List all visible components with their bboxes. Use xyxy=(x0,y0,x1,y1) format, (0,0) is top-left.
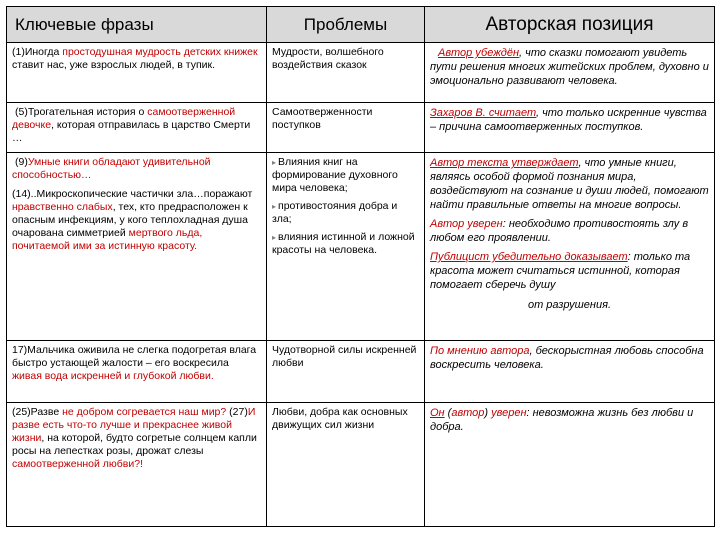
position-cell xyxy=(425,341,715,403)
bullet-icon: ▸ xyxy=(272,158,277,167)
key-phrases-table xyxy=(6,6,715,527)
highlighted-phrase: самоотверженной любви?! xyxy=(12,458,144,470)
highlighted-phrase: Захаров В. считает xyxy=(430,107,536,119)
highlighted-phrase: простодушная мудрость детских книжек xyxy=(62,46,258,58)
highlighted-phrase: уверен xyxy=(491,407,527,419)
problem-cell: Мудрости, волшебного воздействия сказок xyxy=(267,43,425,103)
phrase-cell xyxy=(7,153,267,341)
key-phrases-table-sheet xyxy=(6,6,714,534)
text-segment: , что умные книги, являясь особой формой познания мира, воздействуют на сознание и души людей, помогают найти правильные ответы на многие вопросы. xyxy=(430,157,709,211)
text-segment: : необходимо противостоять злу в любом его проявлении. xyxy=(430,218,689,244)
phrase-cell xyxy=(7,43,267,103)
position-cell xyxy=(425,103,715,153)
highlighted-phrase: самоотверженной девочке xyxy=(12,106,236,131)
phrase-cell xyxy=(7,103,267,153)
problem-cell: Чудотворной силы искренней любви xyxy=(267,341,425,403)
problem-cell xyxy=(267,153,425,341)
text-segment: 17)Мальчика оживила не слегка подогретая влага быстро устающей жалости – его воскресила xyxy=(12,344,257,369)
phrase-text xyxy=(12,106,250,144)
position-text xyxy=(430,217,709,245)
text-segment: , тех, кто предрасположен к опасным инфекциям, у кого теплохладная душа очарована симметрией xyxy=(12,201,248,239)
position-cell xyxy=(425,43,715,103)
problem-cell: Любви, добра как основных движущих сил жизни xyxy=(267,403,425,527)
phrase-text-a xyxy=(12,156,261,182)
position-text xyxy=(430,156,709,212)
highlighted-phrase: Автор текста утверждает xyxy=(430,157,579,169)
phrase-cell xyxy=(7,341,267,403)
problem-item: ▸ противостояния добра и зла; xyxy=(272,200,398,225)
highlighted-phrase: Автор уверен xyxy=(430,218,503,230)
table-row xyxy=(7,103,715,153)
text-segment: : невозможна жизнь без любви и добра. xyxy=(430,407,694,433)
bullet-icon: ▸ xyxy=(272,202,277,211)
phrase-text xyxy=(12,156,211,181)
position-cell xyxy=(425,403,715,527)
position-cell xyxy=(425,153,715,341)
text-segment: (5)Трогательная история о xyxy=(15,106,148,118)
header-key-phrases: Ключевые фразы xyxy=(7,7,267,43)
text-segment: (9) xyxy=(15,156,28,168)
highlighted-phrase: Публицист убедительно доказывает xyxy=(430,251,628,263)
text-segment: , что сказки помогают увидеть пути решения многих житейских проблем, духовно и эмоционально развивают человека. xyxy=(430,47,709,87)
highlighted-phrase: Автор убеждён xyxy=(438,47,520,59)
text-segment: (25)Разве xyxy=(12,406,63,418)
header-author-position: Авторская позиция xyxy=(425,7,715,43)
table-row xyxy=(7,43,715,103)
highlighted-phrase: не добром согревается наш мир? xyxy=(62,406,227,418)
problem-item: ▸ Влияния книг на формирование духовного мира человека; xyxy=(272,156,398,194)
text-segment: ( xyxy=(444,407,452,419)
highlighted-phrase: И разве есть что-то лучше и прекраснее живой жизни xyxy=(12,406,256,444)
header-problems: Проблемы xyxy=(267,7,425,43)
text-segment: , которая отправилась в царство Смерти … xyxy=(12,119,251,144)
text-segment: , бескорыстная любовь способна воскресить человека. xyxy=(430,345,704,371)
text-segment: , на которой, будто согретые солнцем капли росы на лепестках розы, дрожат слезы xyxy=(12,432,257,457)
text-segment: , что только искренние чувства – причина самоотверженных поступков. xyxy=(430,107,707,133)
text-segment: (14)..Микроскопические частички зла…поражают xyxy=(12,188,253,200)
highlighted-phrase: Умные книги обладают удивительной способностью… xyxy=(12,156,211,181)
text-segment: (1)Иногда xyxy=(12,46,63,58)
bullet-icon: ▸ xyxy=(272,233,277,242)
highlighted-phrase: Он xyxy=(430,407,445,419)
highlighted-phrase: мертвого льда, почитаемой ими за истинную красоту. xyxy=(12,227,203,252)
phrase-cell xyxy=(7,403,267,527)
position-text-end: от разрушения. xyxy=(527,299,612,311)
text-segment: (27) xyxy=(226,406,248,418)
position-text xyxy=(430,250,709,292)
problem-cell: Самоотверженности поступков xyxy=(267,103,425,153)
position-text xyxy=(430,47,709,87)
highlighted-phrase: По мнению автора xyxy=(430,345,530,357)
problem-item: ▸ влияния истинной и ложной красоты на человека. xyxy=(272,231,415,256)
text-segment: : только та красота может считаться истинной, которая помогает сберечь душу xyxy=(430,251,691,291)
table-row xyxy=(7,341,715,403)
table-row xyxy=(7,403,715,527)
header-row xyxy=(7,7,715,43)
highlighted-phrase: автор xyxy=(451,407,485,419)
highlighted-phrase: живая вода искренней и глубокой любви. xyxy=(12,370,214,382)
text-segment: ) xyxy=(484,407,492,419)
table-row xyxy=(7,153,715,341)
phrase-text-b xyxy=(12,188,261,253)
text-segment: ставит нас, уже взрослых людей, в тупик. xyxy=(12,59,216,71)
highlighted-phrase: нравственно слабых xyxy=(12,201,113,213)
